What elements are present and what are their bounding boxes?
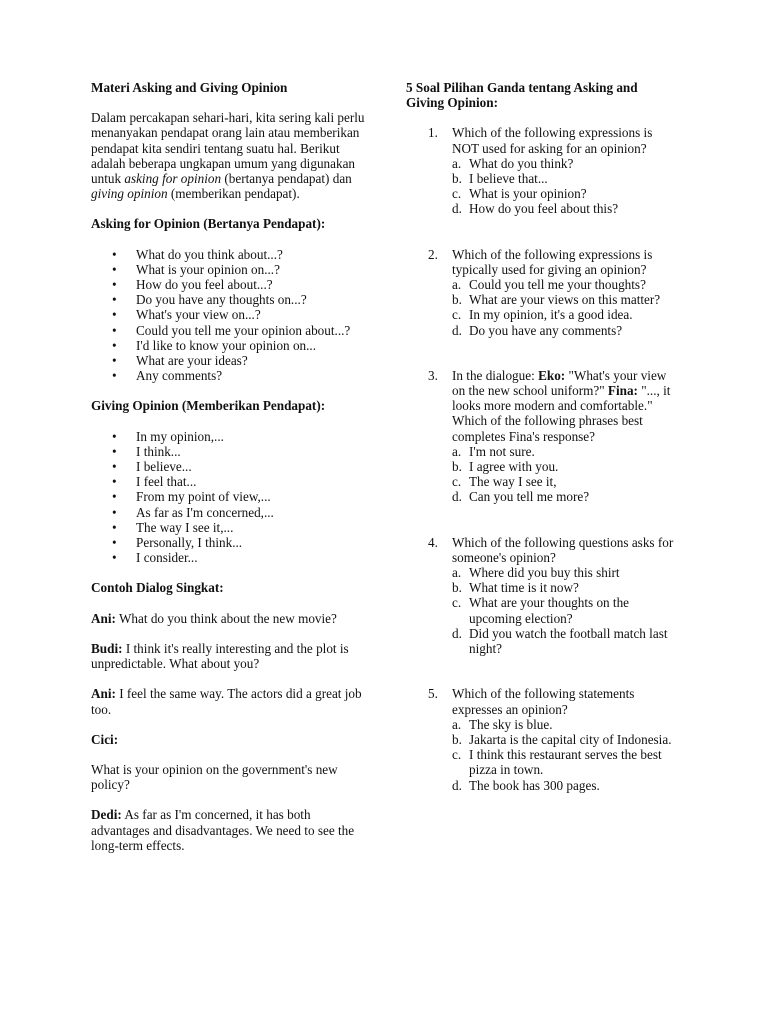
option-text: The book has 300 pages. xyxy=(469,777,600,793)
option-list xyxy=(452,277,678,338)
dialog-speaker: Cici: xyxy=(91,731,119,747)
dialog-heading: Contoh Dialog Singkat: xyxy=(91,580,224,596)
giving-item: • I feel that... xyxy=(91,474,366,489)
dialog-speaker: Eko: xyxy=(538,367,566,383)
asking-item: • How do you feel about...? xyxy=(91,277,366,292)
question-list xyxy=(406,125,678,792)
option-text: The sky is blue. xyxy=(469,716,553,732)
option-list xyxy=(452,717,678,793)
question-item xyxy=(406,125,678,216)
option-list xyxy=(452,565,678,656)
option-letter: d. xyxy=(452,322,462,338)
option-item xyxy=(452,277,678,292)
dialog-speaker: Ani: xyxy=(91,686,116,702)
option-item xyxy=(452,595,678,625)
dialog-speaker: Ani: xyxy=(91,610,116,626)
option-text: Did you watch the football match last night? xyxy=(469,625,668,657)
intro-text-1: Dalam percakapan sehari-hari, kita sering kali perlu menanyakan pendapat orang lain atau memberikan pendapat kita sendiri tentang suatu hal. Berikut adalah beberapa ungkapan umum yang digunakan untuk xyxy=(91,110,365,187)
intro-text-2: (bertanya pendapat) dan xyxy=(221,171,352,187)
option-item xyxy=(452,474,678,489)
option-item xyxy=(452,778,678,793)
option-item xyxy=(452,186,678,201)
dialog-text: I feel the same way. The actors did a great job too. xyxy=(91,686,362,717)
option-item xyxy=(452,156,678,171)
giving-item: • I think... xyxy=(91,444,366,459)
option-text: Do you have any comments? xyxy=(469,322,623,338)
asking-item: • Could you tell me your opinion about...? xyxy=(91,323,366,338)
question-text: Which of the following questions asks for someone's opinion? xyxy=(452,534,674,565)
option-letter: b. xyxy=(452,731,462,747)
option-text: Jakarta is the capital city of Indonesia. xyxy=(469,731,672,747)
question-text: Which of the following statements expresses an opinion? xyxy=(452,686,635,717)
asking-item: • Any comments? xyxy=(91,368,366,383)
question-quote: "What's your view on the new school uniform?" xyxy=(452,367,667,399)
option-item xyxy=(452,201,678,216)
option-text: Could you tell me your thoughts? xyxy=(469,277,646,293)
option-letter: a. xyxy=(452,565,462,581)
question-item xyxy=(406,368,678,505)
asking-item: • Do you have any thoughts on...? xyxy=(91,292,366,307)
giving-heading: Giving Opinion (Memberikan Pendapat): xyxy=(91,398,326,414)
option-item xyxy=(452,747,678,777)
dialog-speaker: Fina: xyxy=(607,383,638,399)
asking-item: • What's your view on...? xyxy=(91,307,366,322)
question-item xyxy=(406,247,678,338)
option-text: What is your opinion? xyxy=(469,186,587,202)
option-item xyxy=(452,459,678,474)
option-letter: b. xyxy=(452,459,462,475)
dialog-question: What is your opinion on the government's new policy? xyxy=(91,761,338,793)
option-text: What time is it now? xyxy=(469,580,579,596)
option-item xyxy=(452,565,678,580)
option-text: In my opinion, it's a good idea. xyxy=(469,307,633,323)
option-list xyxy=(452,156,678,217)
option-letter: d. xyxy=(452,625,462,641)
option-letter: c. xyxy=(452,186,462,202)
asking-item: • What is your opinion on...? xyxy=(91,262,366,277)
dialog-line xyxy=(91,686,366,716)
giving-item: • The way I see it,... xyxy=(91,520,366,535)
option-text: The way I see it, xyxy=(469,474,557,490)
question-text xyxy=(452,368,678,444)
dialog-line xyxy=(91,641,366,671)
option-item xyxy=(452,307,678,322)
asking-item: • I'd like to know your opinion on... xyxy=(91,338,366,353)
asking-heading: Asking for Opinion (Bertanya Pendapat): xyxy=(91,216,326,232)
giving-item: • As far as I'm concerned,... xyxy=(91,505,366,520)
option-text: What do you think? xyxy=(469,155,574,171)
option-text: Can you tell me more? xyxy=(469,489,590,505)
dialog-line xyxy=(91,732,366,747)
option-item xyxy=(452,444,678,459)
option-item xyxy=(452,580,678,595)
intro-term-asking: asking for opinion xyxy=(124,171,222,187)
giving-item: • I consider... xyxy=(91,550,366,565)
option-text: What are your thoughts on the upcoming election? xyxy=(469,595,630,626)
option-item xyxy=(452,292,678,307)
option-text: Where did you buy this shirt xyxy=(469,565,620,581)
option-letter: b. xyxy=(452,292,462,308)
question-item xyxy=(406,535,678,657)
quiz-column xyxy=(406,80,678,823)
question-text-pre: In the dialogue: xyxy=(452,367,539,383)
option-item xyxy=(452,171,678,186)
option-text: I believe that... xyxy=(469,171,548,187)
asking-item: • What are your ideas? xyxy=(91,353,366,368)
dialog-text: I think it's really interesting and the plot is unpredictable. What about you? xyxy=(91,640,349,672)
option-item xyxy=(452,732,678,747)
option-text: I think this restaurant serves the best pizza in town. xyxy=(469,747,662,778)
dialog-line xyxy=(91,611,366,626)
intro-text-3: (memberikan pendapat). xyxy=(167,186,300,202)
option-letter: a. xyxy=(452,277,462,293)
dialog-text: What do you think about the new movie? xyxy=(115,610,337,626)
option-letter: b. xyxy=(452,171,462,187)
giving-item: • Personally, I think... xyxy=(91,535,366,550)
material-column xyxy=(91,80,366,853)
dialog-speaker: Dedi: xyxy=(91,807,122,823)
question-text: Which of the following expressions is typically used for giving an opinion? xyxy=(452,246,653,277)
question-number: 2. xyxy=(428,246,438,262)
question-text-rest: "..., it looks more modern and comfortable." Which of the following phrases best completes Fina's response? xyxy=(452,383,671,444)
dialog-speaker: Budi: xyxy=(91,640,123,656)
option-letter: c. xyxy=(452,747,462,763)
option-list xyxy=(452,444,678,505)
asking-list xyxy=(91,247,366,384)
option-letter: c. xyxy=(452,307,462,323)
option-letter: c. xyxy=(452,595,462,611)
option-text: I agree with you. xyxy=(469,459,559,475)
asking-item: • What do you think about...? xyxy=(91,247,366,262)
option-item xyxy=(452,489,678,504)
giving-list xyxy=(91,429,366,566)
option-letter: b. xyxy=(452,580,462,596)
question-number: 5. xyxy=(428,686,438,702)
option-item xyxy=(452,626,678,656)
dialog-text: As far as I'm concerned, it has both advantages and disadvantages. We need to see the long-term effects. xyxy=(91,807,355,853)
giving-item: • From my point of view,... xyxy=(91,489,366,504)
question-item xyxy=(406,686,678,792)
option-text: I'm not sure. xyxy=(469,443,535,459)
option-letter: c. xyxy=(452,474,462,490)
material-title: Materi Asking and Giving Opinion xyxy=(91,80,288,95)
option-letter: d. xyxy=(452,489,462,505)
question-number: 1. xyxy=(428,125,438,141)
option-letter: a. xyxy=(452,716,462,732)
question-number: 4. xyxy=(428,534,438,550)
option-text: How do you feel about this? xyxy=(469,201,619,217)
option-text: What are your views on this matter? xyxy=(469,292,661,308)
option-letter: d. xyxy=(452,777,462,793)
option-letter: a. xyxy=(452,155,462,171)
option-item xyxy=(452,717,678,732)
intro-paragraph xyxy=(91,110,366,201)
option-letter: a. xyxy=(452,443,462,459)
quiz-title: 5 Soal Pilihan Ganda tentang Asking and Giving Opinion: xyxy=(406,80,638,111)
option-item xyxy=(452,323,678,338)
intro-term-giving: giving opinion xyxy=(91,186,168,202)
giving-item: • I believe... xyxy=(91,459,366,474)
dialog-line xyxy=(91,807,366,853)
giving-item: • In my opinion,... xyxy=(91,429,366,444)
question-text: Which of the following expressions is NOT used for asking for an opinion? xyxy=(452,125,653,156)
question-number: 3. xyxy=(428,367,438,383)
option-letter: d. xyxy=(452,201,462,217)
